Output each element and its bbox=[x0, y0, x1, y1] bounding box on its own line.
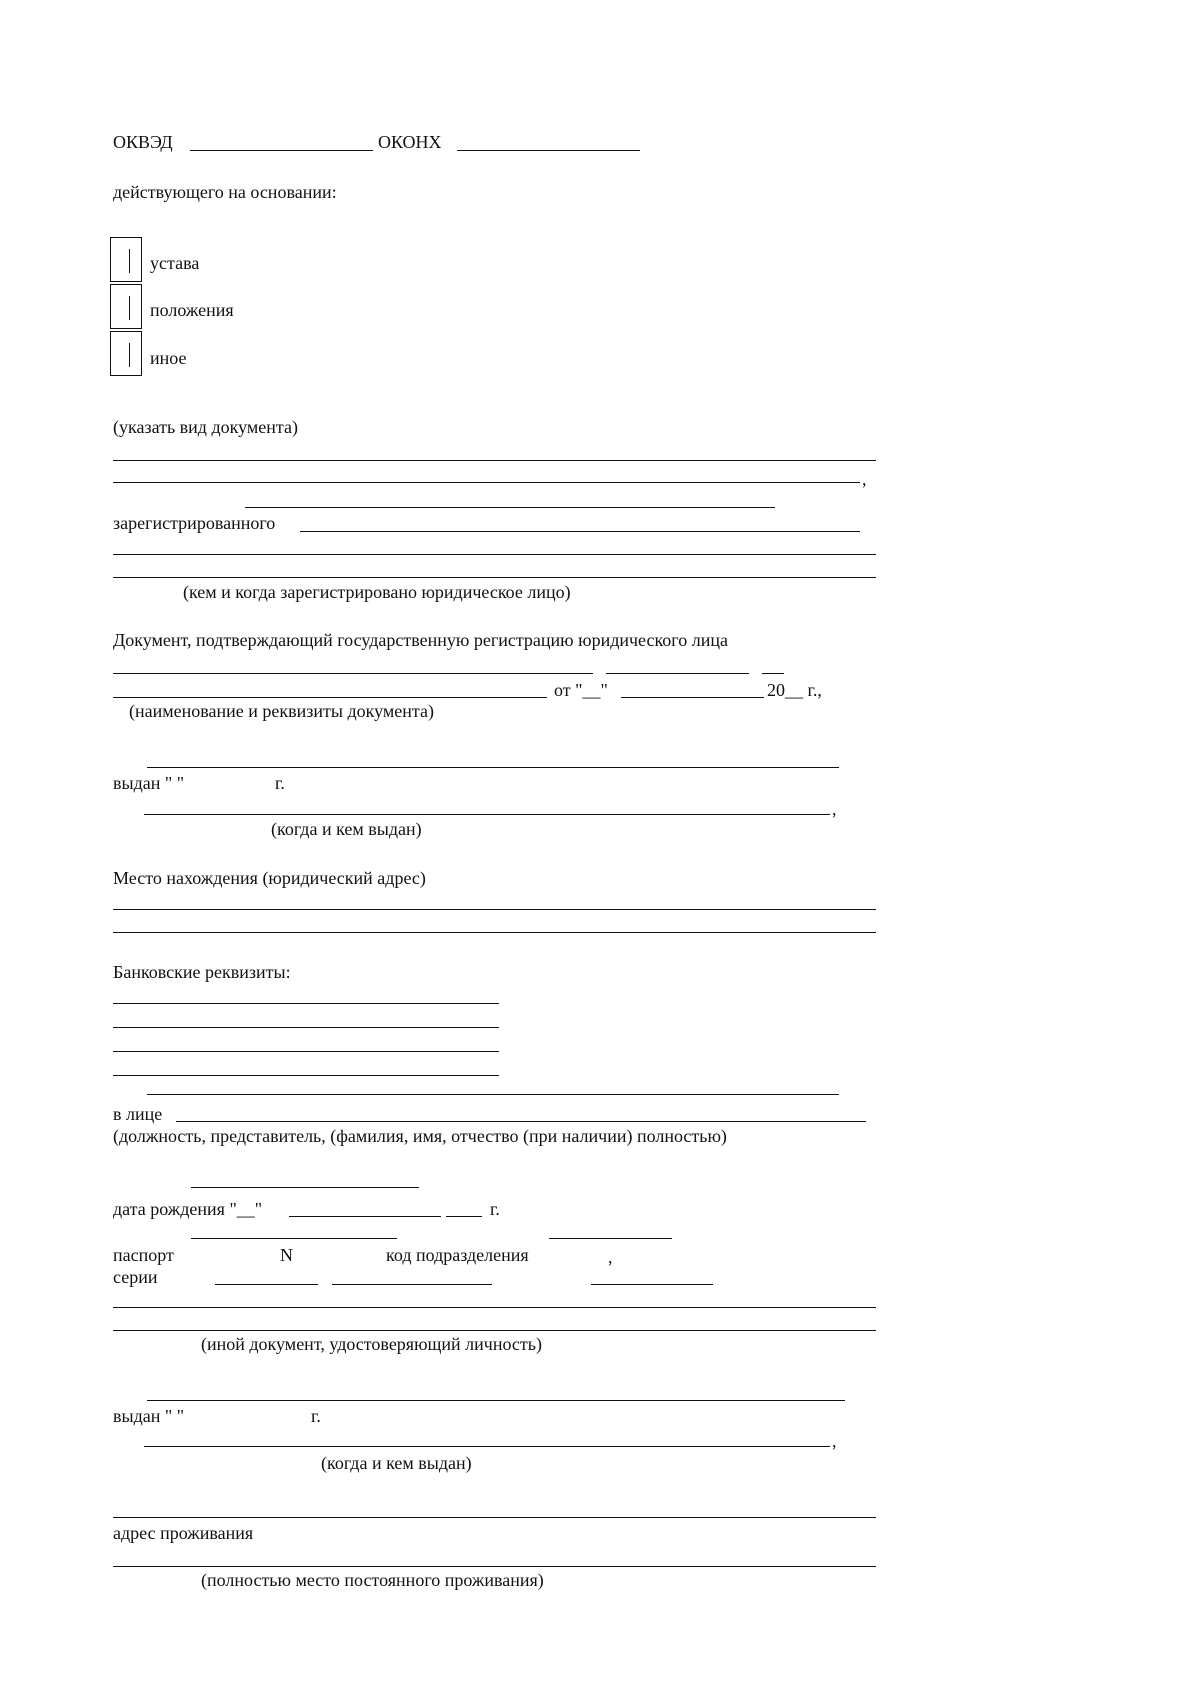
passport-label: паспорт bbox=[113, 1245, 174, 1265]
residence-field[interactable] bbox=[113, 1566, 876, 1567]
option-regulation-label: положения bbox=[150, 300, 234, 320]
state-doc-issued-comma: , bbox=[832, 799, 837, 819]
address-line-2[interactable] bbox=[113, 932, 876, 933]
representative-field[interactable] bbox=[176, 1121, 866, 1122]
okonh-field[interactable] bbox=[457, 150, 640, 151]
checkbox-other[interactable] bbox=[110, 331, 144, 376]
bank-line-3[interactable] bbox=[113, 1051, 499, 1052]
passport-code-line-top[interactable] bbox=[549, 1238, 672, 1239]
state-doc-from: от "__" bbox=[554, 680, 608, 700]
state-doc-month-field[interactable] bbox=[621, 697, 764, 698]
passport-issued-comma: , bbox=[832, 1431, 837, 1451]
registration-hint: (кем и когда зарегистрировано юридическое лицо) bbox=[183, 582, 571, 602]
passport-dept-code-field[interactable] bbox=[591, 1284, 713, 1285]
doc-type-comma: , bbox=[862, 469, 867, 489]
state-doc-line-1c[interactable] bbox=[762, 673, 784, 674]
state-doc-issued-hint: (когда и кем выдан) bbox=[271, 819, 422, 839]
bank-line-2[interactable] bbox=[113, 1027, 499, 1028]
state-doc-issued-line-top[interactable] bbox=[147, 767, 839, 768]
other-id-doc-hint: (иной документ, удостоверяющий личность) bbox=[201, 1334, 542, 1354]
passport-issued-label: выдан " " bbox=[113, 1406, 185, 1426]
state-doc-issued-year: г. bbox=[275, 773, 285, 793]
state-doc-line-1b[interactable] bbox=[606, 673, 749, 674]
passport-series-label: серии bbox=[113, 1267, 158, 1287]
doc-type-line-2[interactable] bbox=[113, 482, 860, 483]
registration-line-2[interactable] bbox=[113, 554, 876, 555]
registration-label: зарегистрированного bbox=[113, 513, 276, 533]
residence-hint: (полностью место постоянного проживания) bbox=[201, 1570, 544, 1590]
doc-type-hint: (указать вид документа) bbox=[113, 417, 298, 437]
passport-line-1[interactable] bbox=[113, 1307, 876, 1308]
address-line-1[interactable] bbox=[113, 909, 876, 910]
state-doc-hint: (наименование и реквизиты документа) bbox=[129, 701, 434, 721]
doc-type-line-1[interactable] bbox=[113, 460, 876, 461]
okved-label: ОКВЭД bbox=[113, 132, 173, 152]
representative-line-top[interactable] bbox=[147, 1094, 839, 1095]
representative-hint: (должность, представитель, (фамилия, имя, отчество (при наличии) полностью) bbox=[113, 1126, 727, 1146]
passport-line-2[interactable] bbox=[113, 1330, 876, 1331]
birth-year: г. bbox=[490, 1199, 500, 1219]
bank-line-4[interactable] bbox=[113, 1075, 499, 1076]
residence-label: адрес проживания bbox=[113, 1523, 254, 1543]
representative-in-person: в лице bbox=[113, 1104, 163, 1124]
bank-line-1[interactable] bbox=[113, 1003, 499, 1004]
bank-label: Банковские реквизиты: bbox=[113, 962, 291, 982]
okonh-label: ОКОНХ bbox=[378, 132, 442, 152]
option-other-label: иное bbox=[150, 348, 187, 368]
passport-comma: , bbox=[608, 1247, 613, 1267]
address-label: Место нахождения (юридический адрес) bbox=[113, 868, 426, 888]
passport-number-label: N bbox=[280, 1245, 293, 1265]
birth-line-top[interactable] bbox=[191, 1187, 419, 1188]
passport-dept-code-label: код подразделения bbox=[386, 1245, 529, 1265]
birth-year-field[interactable] bbox=[446, 1216, 482, 1217]
state-doc-issued-field[interactable] bbox=[144, 814, 830, 815]
birth-month-field[interactable] bbox=[289, 1216, 441, 1217]
registration-line-3[interactable] bbox=[113, 577, 876, 578]
registration-line-top[interactable] bbox=[245, 507, 775, 508]
state-doc-title: Документ, подтверждающий государственную регистрацию юридического лица bbox=[113, 630, 728, 650]
state-doc-year: 20__ г., bbox=[767, 680, 822, 700]
residence-line-top[interactable] bbox=[113, 1517, 876, 1518]
passport-issued-year: г. bbox=[311, 1406, 321, 1426]
state-doc-issued-label: выдан " " bbox=[113, 773, 185, 793]
checkbox-charter[interactable] bbox=[110, 237, 144, 282]
basis-label: действующего на основании: bbox=[113, 182, 337, 202]
birth-label: дата рождения "__" bbox=[113, 1199, 263, 1219]
option-charter-label: устава bbox=[150, 253, 200, 273]
passport-issued-line-top[interactable] bbox=[147, 1400, 845, 1401]
passport-issued-field[interactable] bbox=[144, 1446, 830, 1447]
okved-field[interactable] bbox=[190, 150, 373, 151]
checkbox-regulation[interactable] bbox=[110, 284, 144, 329]
passport-number-field[interactable] bbox=[332, 1284, 492, 1285]
passport-line-top[interactable] bbox=[191, 1238, 397, 1239]
state-doc-line-1[interactable] bbox=[113, 673, 593, 674]
passport-series-field[interactable] bbox=[215, 1284, 318, 1285]
passport-issued-hint: (когда и кем выдан) bbox=[321, 1453, 472, 1473]
registration-field[interactable] bbox=[300, 531, 860, 532]
state-doc-name-field[interactable] bbox=[113, 697, 547, 698]
